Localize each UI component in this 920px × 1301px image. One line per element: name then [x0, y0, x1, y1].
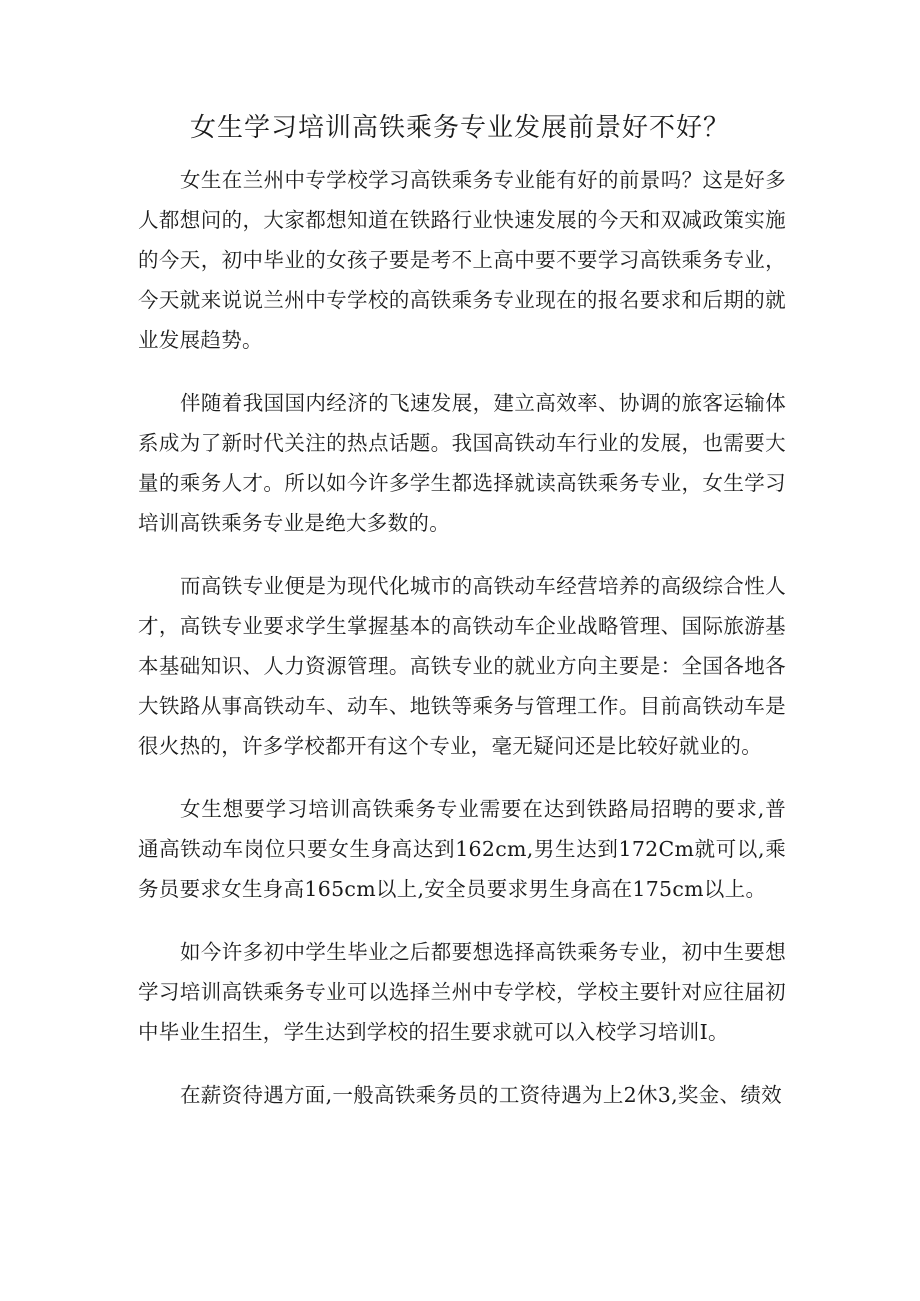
paragraph-4: 女生想要学习培训高铁乘务专业需要在达到铁路局招聘的要求,普通高铁动车岗位只要女生身高达到162cm,男生达到172Cm就可以,乘务员要求女生身高165cm以上,安全员要求男生身高在175cm以上。: [138, 797, 786, 901]
document-body: [138, 160, 786, 1138]
paragraph-6: 在薪资待遇方面,一般高铁乘务员的工资待遇为上2休3,奖金、绩效: [180, 1083, 782, 1107]
paragraph-2: 伴随着我国国内经济的飞速发展，建立高效率、协调的旅客运输体系成为了新时代关注的热点话题。我国高铁动车行业的发展，也需要大量的乘务人才。所以如今许多学生都选择就读高铁乘务专业，女生学习培训高铁乘务专业是绝大多数的。: [138, 391, 786, 535]
paragraph-5: 如今许多初中学生毕业之后都要想选择高铁乘务专业，初中生要想学习培训高铁乘务专业可以选择兰州中专学校，学校主要针对应往届初中毕业生招生，学生达到学校的招生要求就可以入校学习培训Ⅰ。: [138, 940, 786, 1044]
paragraph-3: 而高铁专业便是为现代化城市的高铁动车经营培养的高级综合性人才，高铁专业要求学生掌握基本的高铁动车企业战略管理、国际旅游基本基础知识、人力资源管理。高铁专业的就业方向主要是：全国各地各大铁路从事高铁动车、动车、地铁等乘务与管理工作。目前高铁动车是很火热的，许多学校都开有这个专业，毫无疑问还是比较好就业的。: [138, 574, 786, 758]
paragraph-1: 女生在兰州中专学校学习高铁乘务专业能有好的前景吗？这是好多人都想问的，大家都想知道在铁路行业快速发展的今天和双减政策实施的今天，初中毕业的女孩子要是考不上高中要不要学习高铁乘务专业，今天就来说说兰州中专学校的高铁乘务专业现在的报名要求和后期的就业发展趋势。: [138, 168, 786, 352]
document-title: 女生学习培训高铁乘务专业发展前景好不好？: [189, 113, 730, 143]
